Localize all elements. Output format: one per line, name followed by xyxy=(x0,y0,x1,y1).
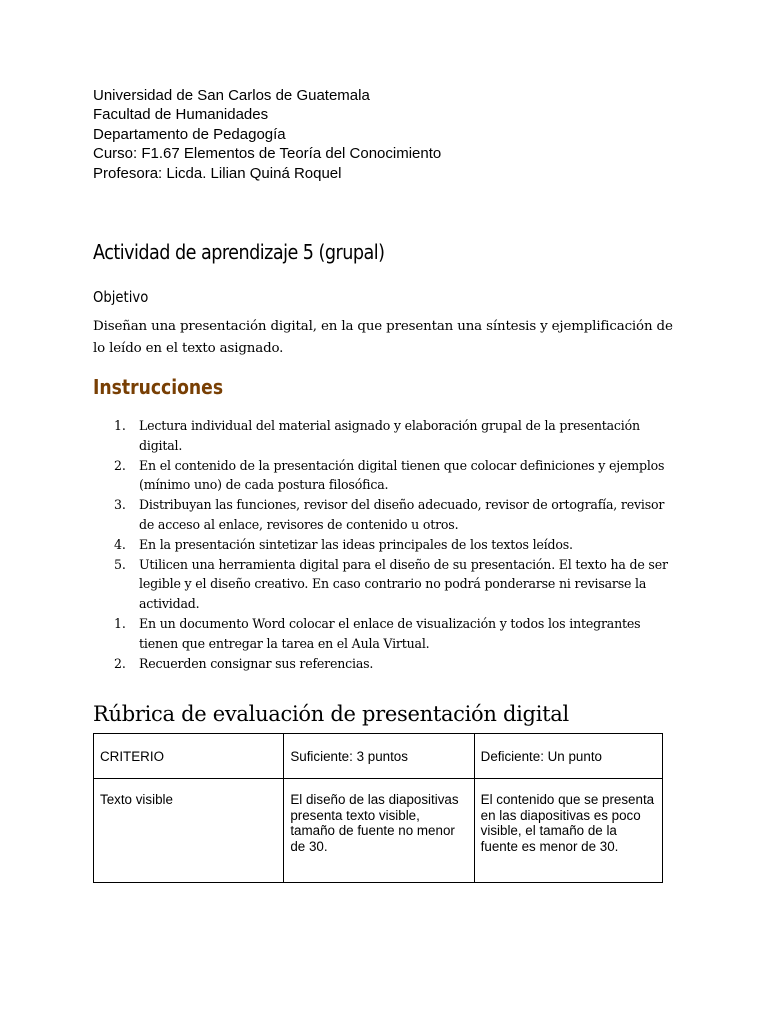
professor-line: Profesora: Licda. Lilian Quiná Roquel xyxy=(93,164,342,182)
institution-header xyxy=(93,86,673,183)
activity-title: Actividad de aprendizaje 5 (grupal) xyxy=(93,240,385,265)
table-row xyxy=(94,779,663,883)
header-deficiente: Deficiente: Un punto xyxy=(474,734,662,779)
list-item xyxy=(93,535,669,555)
objective-heading: Objetivo xyxy=(93,288,149,307)
document-page xyxy=(93,86,673,883)
list-item-text: Lectura individual del material asignado y elaboración grupal de la presentación digital. xyxy=(139,418,640,453)
table-header-row xyxy=(94,734,663,779)
list-item-text: Utilicen una herramienta digital para el diseño de su presentación. El texto ha de ser legible y el diseño creativo. En caso contrario no podrá ponderarse ni revisarse la actividad. xyxy=(139,556,668,612)
list-item xyxy=(93,495,669,535)
list-item-number: 5. xyxy=(114,556,126,572)
list-item-number: 3. xyxy=(114,497,126,513)
instructions-heading: Instrucciones xyxy=(93,375,224,400)
list-item-number: 2. xyxy=(114,655,126,671)
list-item-text: Distribuyan las funciones, revisor del diseño adecuado, revisor de ortografía, revisor de acceso al enlace, revisores de contenido u otros. xyxy=(139,497,665,533)
course-line: Curso: F1.67 Elementos de Teoría del Conocimiento xyxy=(93,145,442,163)
list-item xyxy=(93,614,669,654)
list-item-text: En un documento Word colocar el enlace de visualización y todos los integrantes tienen que entregar la tarea en el Aula Virtual. xyxy=(139,616,641,651)
rubric-table xyxy=(93,733,663,883)
header-criterio: CRITERIO xyxy=(94,734,284,779)
list-item-text: Recuerden consignar sus referencias. xyxy=(139,655,374,671)
list-item xyxy=(93,555,669,614)
department-line: Departamento de Pedagogía xyxy=(93,125,286,143)
university-line: Universidad de San Carlos de Guatemala xyxy=(93,87,370,104)
cell-deficient: El contenido que se presenta en las diapositivas es poco visible, el tamaño de la fuente es menor de 30. xyxy=(474,779,662,883)
list-item-text: En la presentación sintetizar las ideas principales de los textos leídos. xyxy=(139,536,573,552)
cell-sufficient: El diseño de las diapositivas presenta texto visible, tamaño de fuente no menor de 30. xyxy=(284,779,474,883)
list-item-text: En el contenido de la presentación digital tienen que colocar definiciones y ejemplos (mínimo uno) de cada postura filosófica. xyxy=(139,457,665,493)
faculty-line: Facultad de Humanidades xyxy=(93,106,269,124)
list-item-number: 2. xyxy=(114,457,126,473)
list-item-number: 1. xyxy=(114,418,126,434)
list-item xyxy=(93,456,669,496)
list-item xyxy=(93,416,669,456)
instructions-list xyxy=(93,416,673,673)
list-item xyxy=(93,654,669,674)
objective-text: Diseñan una presentación digital, en la que presentan una síntesis y ejemplificación de lo leído en el texto asignado. xyxy=(93,319,673,357)
header-suficiente: Suficiente: 3 puntos xyxy=(284,734,474,779)
rubric-title: Rúbrica de evaluación de presentación digital xyxy=(93,702,569,727)
list-item-number: 1. xyxy=(114,616,126,631)
list-item-number: 4. xyxy=(114,536,126,552)
cell-criterion: Texto visible xyxy=(94,779,284,883)
